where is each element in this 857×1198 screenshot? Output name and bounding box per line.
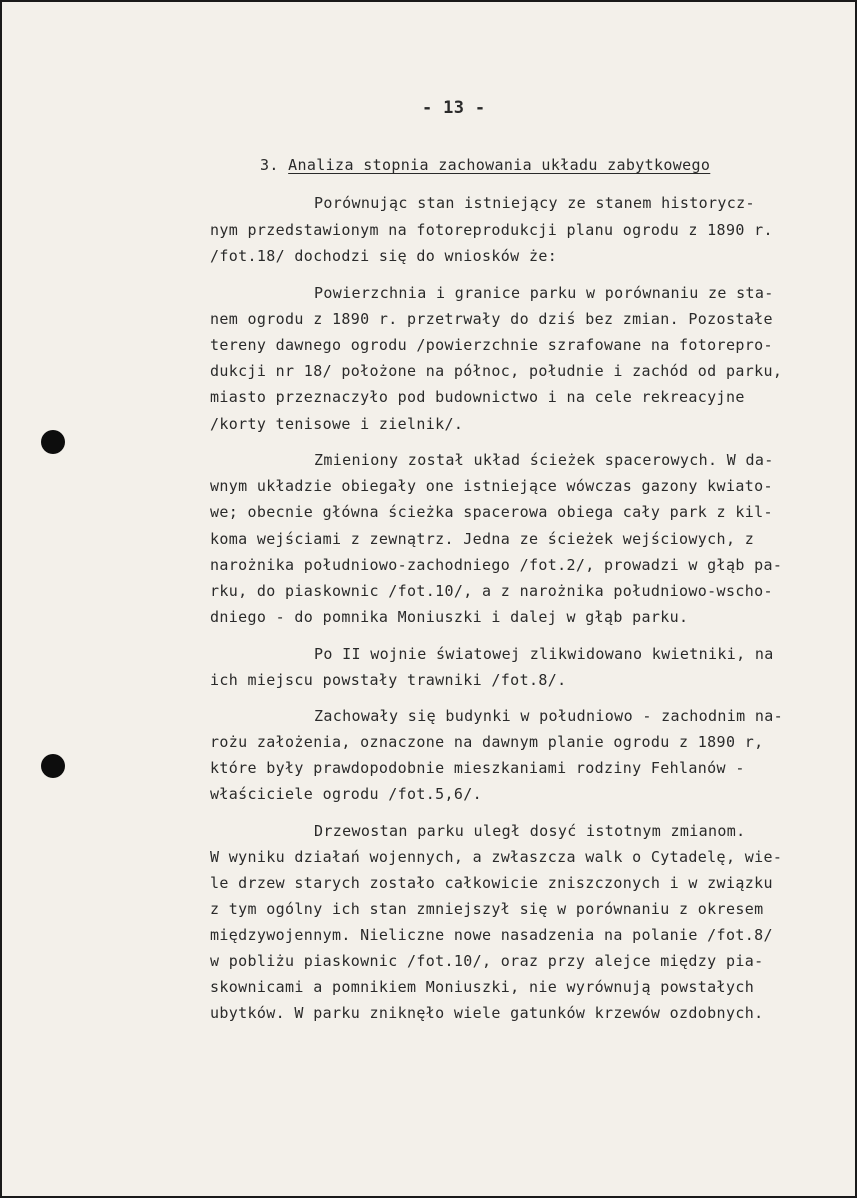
text-line: koma wejściami z zewnątrz. Jedna ze ścieżek wejściowych, z — [210, 530, 755, 548]
section-heading — [260, 156, 710, 174]
text-line: /fot.18/ dochodzi się do wniosków że: — [210, 247, 558, 265]
text-line: ich miejscu powstały trawniki /fot.8/. — [210, 671, 567, 689]
text-line: Zachowały się budynki w południowo - zachodnim na- — [314, 707, 784, 725]
text-line: Porównując stan istniejący ze stanem historycz- — [314, 194, 755, 212]
text-line: rożu założenia, oznaczone na dawnym planie ogrodu z 1890 r, — [210, 733, 764, 751]
text-line: wnym układzie obiegały one istniejące wówczas gazony kwiato- — [210, 477, 773, 495]
text-line: ubytków. W parku zniknęło wiele gatunków krzewów ozdobnych. — [210, 1004, 764, 1022]
section-number: 3. — [260, 156, 279, 174]
text-line: Powierzchnia i granice parku w porównaniu ze sta- — [314, 284, 774, 302]
section-title: Analiza stopnia zachowania układu zabytkowego — [288, 156, 711, 174]
text-line: właściciele ogrodu /fot.5,6/. — [210, 785, 483, 803]
text-line: skownicami a pomnikiem Moniuszki, nie wyrównują powstałych — [210, 978, 755, 996]
text-line: z tym ogólny ich stan zmniejszył się w porównaniu z okresem — [210, 900, 764, 918]
text-line: międzywojennym. Nieliczne nowe nasadzenia na polanie /fot.8/ — [210, 926, 773, 944]
text-line: /korty tenisowe i zielnik/. — [210, 415, 464, 433]
text-line: W wyniku działań wojennych, a zwłaszcza walk o Cytadelę, wie- — [210, 848, 783, 866]
text-line: dukcji nr 18/ położone na północ, południe i zachód od parku, — [210, 362, 783, 380]
text-line: miasto przeznaczyło pod budownictwo i na cele rekreacyjne — [210, 388, 745, 406]
text-line: Po II wojnie światowej zlikwidowano kwietniki, na — [314, 645, 774, 663]
text-line: Drzewostan parku uległ dosyć istotnym zmianom. — [314, 822, 746, 840]
text-line: nem ogrodu z 1890 r. przetrwały do dziś bez zmian. Pozostałe — [210, 310, 773, 328]
text-line: narożnika południowo-zachodniego /fot.2/, prowadzi w głąb pa- — [210, 556, 783, 574]
text-line: le drzew starych zostało całkowicie zniszczonych i w związku — [210, 874, 773, 892]
text-line: w pobliżu piaskownic /fot.10/, oraz przy alejce między pia- — [210, 952, 764, 970]
text-line: tereny dawnego ogrodu /powierzchnie szrafowane na fotorepro- — [210, 336, 773, 354]
binder-hole — [41, 430, 65, 454]
page-number: - 13 - — [422, 98, 486, 118]
text-line: dniego - do pomnika Moniuszki i dalej w głąb parku. — [210, 608, 689, 626]
text-line: nym przedstawionym na fotoreprodukcji planu ogrodu z 1890 r. — [210, 221, 773, 239]
text-line: które były prawdopodobnie mieszkaniami rodziny Fehlanów - — [210, 759, 745, 777]
text-line: Zmieniony został układ ścieżek spacerowych. W da- — [314, 451, 774, 469]
text-line: rku, do piaskownic /fot.10/, a z narożnika południowo-wscho- — [210, 582, 773, 600]
binder-hole — [41, 754, 65, 778]
text-line: we; obecnie główna ścieżka spacerowa obiega cały park z kil- — [210, 503, 773, 521]
